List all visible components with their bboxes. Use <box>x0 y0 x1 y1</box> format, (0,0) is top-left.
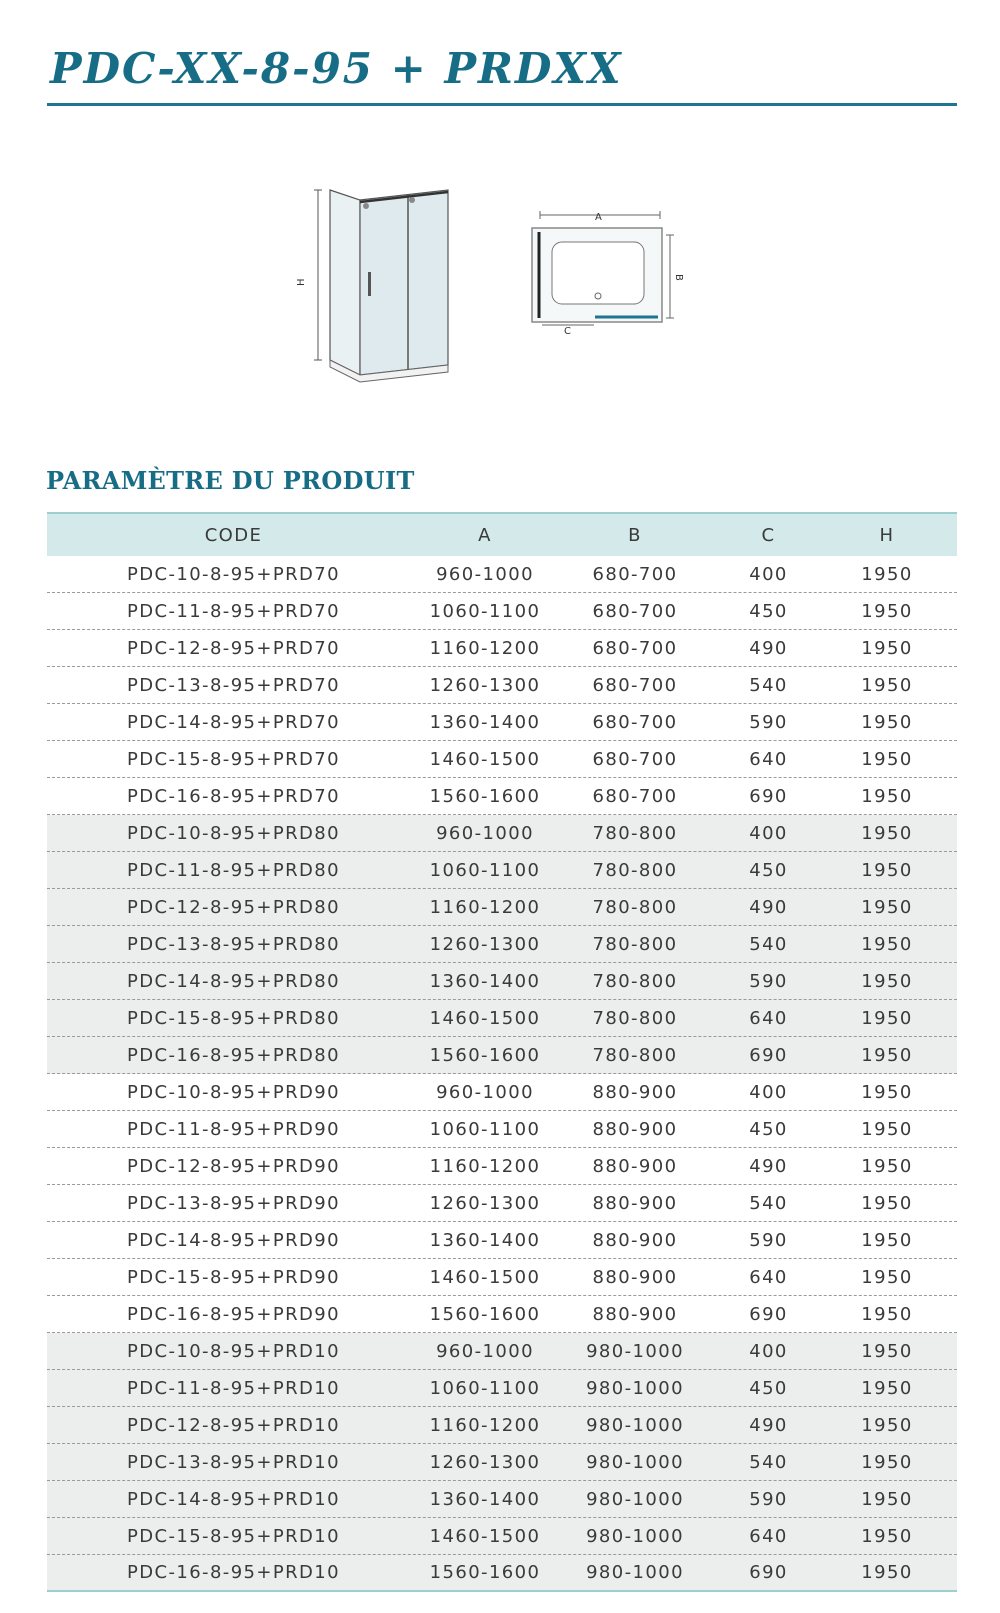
table-cell: 880-900 <box>592 1192 678 1214</box>
table-cell: PDC-14-8-95+PRD10 <box>126 1488 341 1510</box>
table-cell: PDC-14-8-95+PRD70 <box>126 711 341 733</box>
table-row <box>47 815 957 852</box>
table-cell: 1950 <box>861 1118 913 1140</box>
table-cell: 540 <box>749 674 788 696</box>
table-cell: 1560-1600 <box>429 785 541 807</box>
table-cell: 780-800 <box>592 859 678 881</box>
table-cell: 780-800 <box>592 896 678 918</box>
table-cell: 450 <box>749 859 788 881</box>
table-cell: 960-1000 <box>436 1081 534 1103</box>
table-cell: PDC-13-8-95+PRD10 <box>126 1451 341 1473</box>
section-title: PARAMÈTRE DU PRODUIT <box>46 466 415 495</box>
table-cell: PDC-10-8-95+PRD10 <box>126 1340 341 1362</box>
table-row <box>47 1296 957 1333</box>
table-cell: 1360-1400 <box>429 711 541 733</box>
table-cell: 490 <box>749 1155 788 1177</box>
table-cell: 690 <box>749 1044 788 1066</box>
table-cell: PDC-14-8-95+PRD90 <box>126 1229 341 1251</box>
table-cell: 490 <box>749 896 788 918</box>
table-cell: 540 <box>749 1192 788 1214</box>
table-row <box>47 1370 957 1407</box>
table-cell: 780-800 <box>592 933 678 955</box>
table-cell: 590 <box>749 1488 788 1510</box>
table-cell: 1950 <box>861 859 913 881</box>
table-row <box>47 1074 957 1111</box>
table-cell: 680-700 <box>592 563 678 585</box>
header-h: H <box>879 524 895 546</box>
table-row <box>47 1000 957 1037</box>
table-cell: 680-700 <box>592 748 678 770</box>
table-cell: 960-1000 <box>436 1340 534 1362</box>
table-row <box>47 1333 957 1370</box>
table-cell: 1950 <box>861 748 913 770</box>
table-cell: 450 <box>749 1118 788 1140</box>
table-cell: 490 <box>749 637 788 659</box>
table-cell: 680-700 <box>592 785 678 807</box>
table-cell: 1950 <box>861 1155 913 1177</box>
table-cell: PDC-10-8-95+PRD70 <box>126 563 341 585</box>
table-cell: 1950 <box>861 1488 913 1510</box>
table-cell: 540 <box>749 933 788 955</box>
table-cell: 540 <box>749 1451 788 1473</box>
table-cell: 1950 <box>861 1303 913 1325</box>
table-cell: PDC-14-8-95+PRD80 <box>126 970 341 992</box>
table-cell: 1950 <box>861 1562 913 1583</box>
table-cell: 1460-1500 <box>429 1007 541 1029</box>
table-cell: 1560-1600 <box>429 1303 541 1325</box>
table-cell: 1060-1100 <box>429 859 541 881</box>
table-cell: 590 <box>749 711 788 733</box>
table-cell: 680-700 <box>592 711 678 733</box>
table-cell: PDC-11-8-95+PRD80 <box>126 859 341 881</box>
table-cell: 980-1000 <box>586 1340 684 1362</box>
product-parameters-table <box>47 512 957 1592</box>
table-cell: PDC-15-8-95+PRD10 <box>126 1525 341 1547</box>
table-cell: PDC-13-8-95+PRD90 <box>126 1192 341 1214</box>
table-header <box>47 512 957 556</box>
table-cell: PDC-13-8-95+PRD70 <box>126 674 341 696</box>
diagram-label-b: B <box>673 274 684 281</box>
table-cell: 1950 <box>861 563 913 585</box>
table-cell: 980-1000 <box>586 1377 684 1399</box>
table-row <box>47 741 957 778</box>
table-row <box>47 852 957 889</box>
table-cell: 640 <box>749 1266 788 1288</box>
table-cell: 1950 <box>861 1377 913 1399</box>
table-cell: 1950 <box>861 674 913 696</box>
table-row <box>47 1518 957 1555</box>
table-cell: PDC-16-8-95+PRD90 <box>126 1303 341 1325</box>
table-cell: 1950 <box>861 970 913 992</box>
table-cell: PDC-13-8-95+PRD80 <box>126 933 341 955</box>
table-cell: 960-1000 <box>436 822 534 844</box>
table-cell: 880-900 <box>592 1266 678 1288</box>
table-cell: 450 <box>749 600 788 622</box>
table-cell: PDC-16-8-95+PRD10 <box>126 1562 341 1583</box>
table-cell: 880-900 <box>592 1118 678 1140</box>
table-cell: PDC-16-8-95+PRD80 <box>126 1044 341 1066</box>
table-cell: 1950 <box>861 1081 913 1103</box>
table-cell: 980-1000 <box>586 1525 684 1547</box>
table-cell: 1560-1600 <box>429 1044 541 1066</box>
table-cell: 680-700 <box>592 637 678 659</box>
table-cell: PDC-12-8-95+PRD90 <box>126 1155 341 1177</box>
table-cell: 1950 <box>861 1451 913 1473</box>
table-cell: 690 <box>749 1562 788 1583</box>
table-cell: 400 <box>749 1340 788 1362</box>
table-cell: 1950 <box>861 711 913 733</box>
table-row <box>47 556 957 593</box>
table-cell: PDC-15-8-95+PRD90 <box>126 1266 341 1288</box>
table-cell: PDC-11-8-95+PRD10 <box>126 1377 341 1399</box>
table-cell: 450 <box>749 1377 788 1399</box>
table-cell: 1060-1100 <box>429 1118 541 1140</box>
table-cell: 1950 <box>861 896 913 918</box>
table-cell: 690 <box>749 1303 788 1325</box>
table-cell: PDC-11-8-95+PRD90 <box>126 1118 341 1140</box>
table-cell: 590 <box>749 1229 788 1251</box>
table-cell: 880-900 <box>592 1155 678 1177</box>
table-cell: PDC-10-8-95+PRD90 <box>126 1081 341 1103</box>
table-cell: 1360-1400 <box>429 970 541 992</box>
table-cell: 1950 <box>861 1525 913 1547</box>
table-cell: 1950 <box>861 1414 913 1436</box>
header-c: C <box>761 524 776 546</box>
table-cell: PDC-16-8-95+PRD70 <box>126 785 341 807</box>
page-title: PDC-XX-8-95 + PRDXX <box>50 44 623 93</box>
table-cell: 1950 <box>861 1007 913 1029</box>
table-row <box>47 1555 957 1592</box>
table-cell: 400 <box>749 822 788 844</box>
table-cell: PDC-10-8-95+PRD80 <box>126 822 341 844</box>
table-row <box>47 963 957 1000</box>
table-cell: 1360-1400 <box>429 1488 541 1510</box>
table-cell: 880-900 <box>592 1229 678 1251</box>
table-row <box>47 1037 957 1074</box>
table-cell: PDC-15-8-95+PRD80 <box>126 1007 341 1029</box>
table-cell: 680-700 <box>592 674 678 696</box>
table-row <box>47 704 957 741</box>
table-cell: 960-1000 <box>436 563 534 585</box>
product-diagram <box>290 160 710 410</box>
table-row <box>47 889 957 926</box>
table-cell: 780-800 <box>592 1007 678 1029</box>
table-cell: 880-900 <box>592 1303 678 1325</box>
top-view-illustration <box>532 211 674 325</box>
table-cell: 640 <box>749 748 788 770</box>
table-row <box>47 1481 957 1518</box>
table-cell: 680-700 <box>592 600 678 622</box>
table-cell: 1160-1200 <box>429 896 541 918</box>
table-cell: 1950 <box>861 822 913 844</box>
table-cell: 1060-1100 <box>429 1377 541 1399</box>
table-cell: 1950 <box>861 600 913 622</box>
header-code: CODE <box>204 524 263 546</box>
diagram-label-c: C <box>564 326 571 337</box>
table-cell: 1260-1300 <box>429 1192 541 1214</box>
table-body <box>47 556 957 1592</box>
table-cell: 1160-1200 <box>429 1414 541 1436</box>
table-row <box>47 1111 957 1148</box>
table-cell: 980-1000 <box>586 1488 684 1510</box>
table-cell: 690 <box>749 785 788 807</box>
table-cell: 400 <box>749 1081 788 1103</box>
diagram-label-h: H <box>296 278 307 286</box>
header-b: B <box>628 524 642 546</box>
table-cell: 1060-1100 <box>429 600 541 622</box>
table-cell: 1260-1300 <box>429 674 541 696</box>
table-cell: 490 <box>749 1414 788 1436</box>
table-cell: 1950 <box>861 1044 913 1066</box>
table-cell: 1950 <box>861 1340 913 1362</box>
table-row <box>47 1185 957 1222</box>
table-cell: 1560-1600 <box>429 1562 541 1583</box>
table-cell: 1950 <box>861 637 913 659</box>
shower-enclosure-illustration <box>314 190 448 382</box>
table-cell: PDC-15-8-95+PRD70 <box>126 748 341 770</box>
table-cell: PDC-11-8-95+PRD70 <box>126 600 341 622</box>
table-cell: 980-1000 <box>586 1562 684 1583</box>
table-cell: 1460-1500 <box>429 1266 541 1288</box>
table-cell: 400 <box>749 563 788 585</box>
diagram-label-a: A <box>595 212 602 223</box>
table-cell: 780-800 <box>592 822 678 844</box>
table-cell: 880-900 <box>592 1081 678 1103</box>
table-row <box>47 630 957 667</box>
table-row <box>47 593 957 630</box>
table-row <box>47 926 957 963</box>
table-cell: 1360-1400 <box>429 1229 541 1251</box>
table-cell: 1460-1500 <box>429 748 541 770</box>
table-cell: 640 <box>749 1525 788 1547</box>
table-cell: 1160-1200 <box>429 637 541 659</box>
table-cell: 1260-1300 <box>429 1451 541 1473</box>
table-cell: 1260-1300 <box>429 933 541 955</box>
table-cell: PDC-12-8-95+PRD70 <box>126 637 341 659</box>
table-cell: 640 <box>749 1007 788 1029</box>
table-cell: 1950 <box>861 1192 913 1214</box>
table-cell: 980-1000 <box>586 1451 684 1473</box>
table-cell: 1160-1200 <box>429 1155 541 1177</box>
table-row <box>47 1407 957 1444</box>
table-cell: 780-800 <box>592 1044 678 1066</box>
table-cell: PDC-12-8-95+PRD10 <box>126 1414 341 1436</box>
table-cell: 1950 <box>861 1229 913 1251</box>
table-cell: 1950 <box>861 1266 913 1288</box>
table-cell: 980-1000 <box>586 1414 684 1436</box>
table-row <box>47 667 957 704</box>
table-row <box>47 1259 957 1296</box>
table-row <box>47 1222 957 1259</box>
header-a: A <box>478 524 492 546</box>
table-cell: 1460-1500 <box>429 1525 541 1547</box>
table-row <box>47 1148 957 1185</box>
table-cell: 1950 <box>861 785 913 807</box>
table-cell: 780-800 <box>592 970 678 992</box>
table-cell: PDC-12-8-95+PRD80 <box>126 896 341 918</box>
table-cell: 1950 <box>861 933 913 955</box>
table-cell: 590 <box>749 970 788 992</box>
table-row <box>47 1444 957 1481</box>
title-divider <box>47 103 957 106</box>
table-row <box>47 778 957 815</box>
